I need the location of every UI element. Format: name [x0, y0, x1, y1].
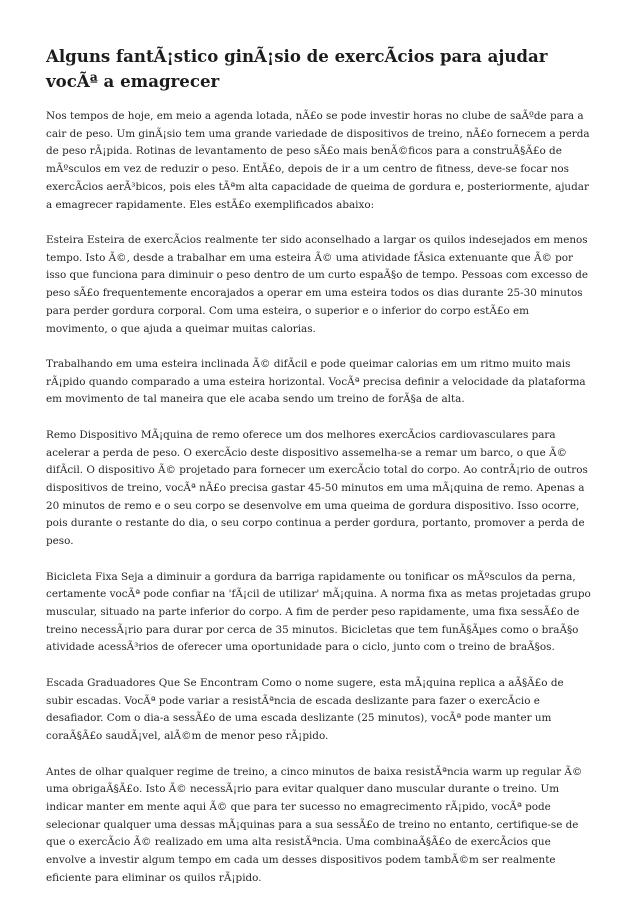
paragraph-remo: Remo Dispositivo MÃ¡quina de remo oferece um dos melhores exercÃcios cardiovasculares para acelerar a perda de peso. O exercÃcio deste dispositivo assemelha-se a remar um barco, o que Ã© difÃcil. O dispositivo Ã© projetado para fornecer um exercÃcio total do corpo. Ao contrÃ¡rio de outros dispositivos de treino, vocÃª nÃ£o precisa gastar 45-50 minutos em uma mÃ¡quina de remo. Apenas a 20 minutos de remo e o seu corpo se desenvolve em uma queima de gordura dispositivo. Isso ocorre, pois durante o restante do dia, o seu corpo continua a perder gordura, portanto, promover a perda de peso.	[46, 428, 588, 548]
paragraph-intro: Nos tempos de hoje, em meio a agenda lotada, nÃ£o se pode investir horas no clube de saÃºde para a cair de peso. Um ginÃ¡sio tem uma grande variedade de dispositivos de treino, nÃ£o fornecem a perda de peso rÃ¡pida. Rotinas de levantamento de peso sÃ£o mais benÃ©ficos para a construÃ§Ã£o de mÃºsculos em vez de reduzir o peso. EntÃ£o, depois de ir a um centro de fitness, deve-se focar nos exercÃcios aerÃ³bicos, pois eles tÃªm alta capacidade de queima de gordura e, posteriormente, ajudar a emagrecer rapidamente. Eles estÃ£o exemplificados abaixo:	[46, 110, 590, 211]
paragraph-esteira-inclinada: Trabalhando em uma esteira inclinada Ã© difÃcil e pode queimar calorias em um ritmo muito mais rÃ¡pido quando comparado a uma esteira horizontal. VocÃª precisa definir a velocidade da plataforma em movimento de tal maneira que ele acaba sendo um treino de forÃ§a de alta.	[46, 358, 586, 406]
page-title: Alguns fantÃ¡stico ginÃ¡sio de exercÃcios para ajudar vocÃª a emagrecer	[46, 46, 548, 91]
paragraph-escada: Escada Graduadores Que Se Encontram Como o nome sugere, esta mÃ¡quina replica a aÃ§Ã£o de subir escadas. VocÃª pode variar a resistÃªncia de escada deslizante para fazer o exercÃcio e desafiador. Com o dia-a sessÃ£o de uma escada deslizante (25 minutos), vocÃª pode manter um coraÃ§Ã£o saudÃ¡vel, alÃ©m de menor peso rÃ¡pido.	[46, 676, 564, 743]
paragraph-conclusao: Antes de olhar qualquer regime de treino, a cinco minutos de baixa resistÃªncia warm up regular Ã© uma obrigaÃ§Ã£o. Isto Ã© necessÃ¡rio para evitar qualquer dano muscular durante o treino. Um indicar manter em mente aqui Ã© que para ter sucesso no emagrecimento rÃ¡pido, vocÃª pode selecionar qualquer uma dessas mÃ¡quinas para a sua sessÃ£o de treino no entanto, certifique-se de que o exercÃcio Ã© realizado em uma alta resistÃªncia. Uma combinaÃ§Ã£o de exercÃcios que envolve a investir algum tempo em cada um desses dispositivos podem tambÃ©m ser realmente eficiente para eliminar os quilos rÃ¡pido.	[46, 765, 583, 884]
paragraph-esteira: Esteira Esteira de exercÃcios realmente ter sido aconselhado a largar os quilos indesejados em menos tempo. Isto Ã©, desde a trabalhar em uma esteira Ã© uma atividade fÃsica extenuante que Ã© por isso que funciona para diminuir o peso dentro de um curto espaÃ§o de tempo. Pessoas com excesso de peso sÃ£o frequentemente encorajados a operar em uma esteira todos os dias durante 25-30 minutos para perder gordura corporal. Com uma esteira, o superior e o inferior do corpo estÃ£o em movimento, o que ajuda a queimar muitas calorias.	[46, 234, 589, 335]
paragraph-bicicleta: Bicicleta Fixa Seja a diminuir a gordura da barriga rapidamente ou tonificar os mÃºsculos da perna, certamente vocÃª pode confiar na 'fÃ¡cil de utilizar' mÃ¡quina. A norma fixa as metas projetadas grupo muscular, situado na parte inferior do corpo. A fim de perder peso rapidamente, uma fixa sessÃ£o de treino necessÃ¡rio para durar por cerca de 35 minutos. Bicicletas que tem funÃ§Ãµes como o braÃ§o atividade acessÃ³rios de oferecer uma oportunidade para o ciclo, junto com o treino de braÃ§os.	[46, 570, 591, 654]
